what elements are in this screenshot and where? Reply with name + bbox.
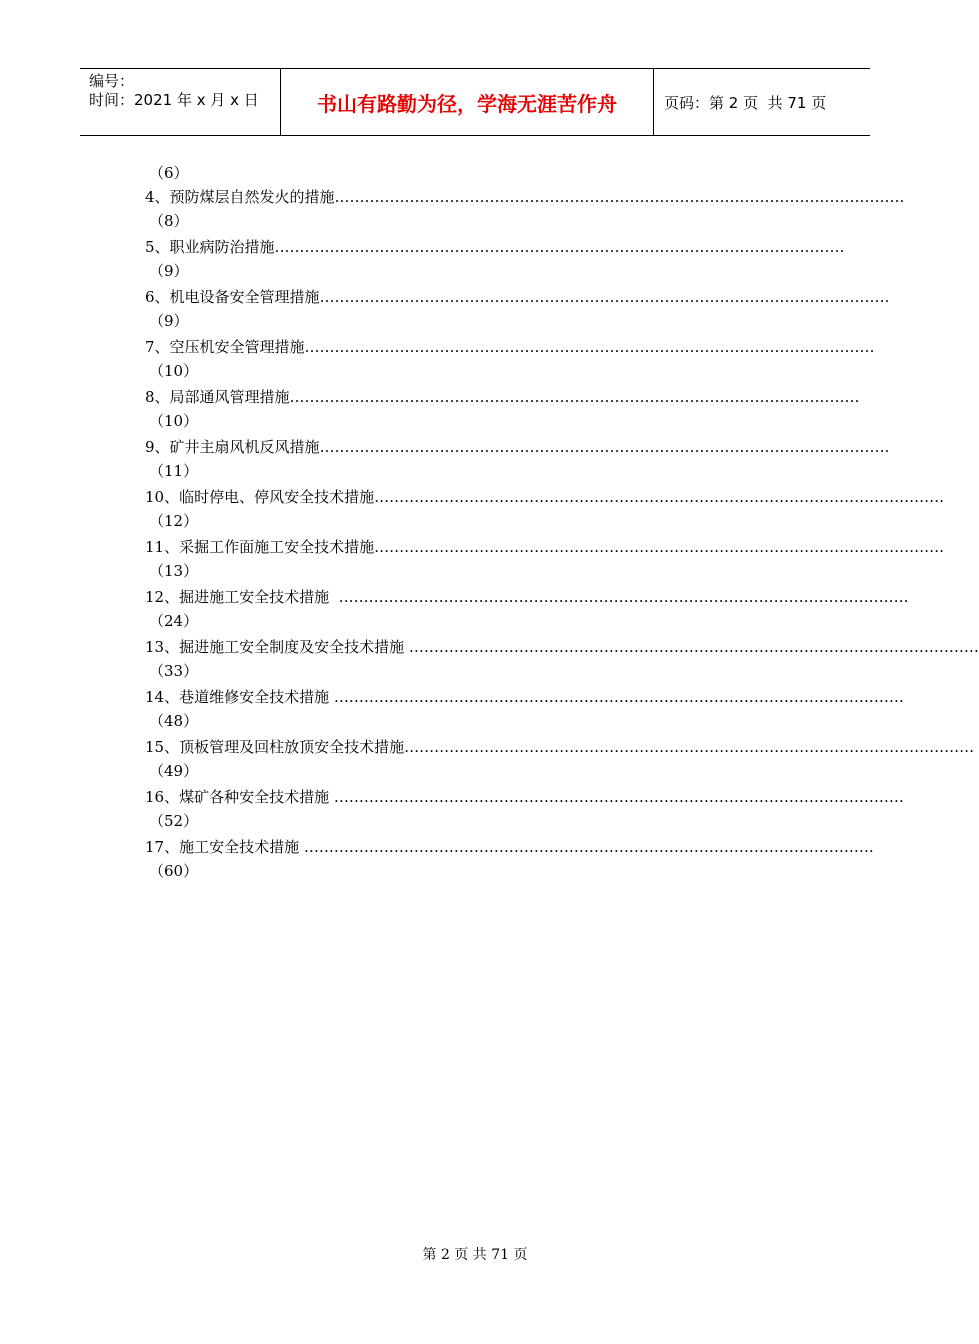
toc-dot-leader: …………………………………………………………………………………………………… (319, 288, 890, 306)
toc-entry-line (145, 184, 905, 210)
toc-dot-leader: …………………………………………………………………………………………………… (274, 238, 845, 256)
toc-dot-leader: …………………………………………………………………………………………………… (333, 788, 904, 806)
toc-entry-title: 14、巷道维修安全技术措施 (145, 688, 334, 706)
toc-dot-leader: …………………………………………………………………………………………………… (289, 388, 860, 406)
toc-entry-title: 15、顶板管理及回柱放顶安全技术措施 (145, 738, 405, 756)
toc-entry (145, 460, 945, 530)
toc-entry-page: （13） (149, 562, 199, 580)
toc-entry (145, 210, 845, 280)
toc-entry-title: 8、局部通风管理措施 (145, 388, 290, 406)
toc-dot-leader: …………………………………………………………………………………………………… (303, 838, 874, 856)
toc-entry-title: 9、矿井主扇风机反风措施 (145, 438, 320, 456)
toc-entry (145, 160, 905, 230)
toc-entry-page: （11） (149, 462, 199, 480)
toc-dot-leader: …………………………………………………………………………………………………… (334, 188, 905, 206)
toc-entry (145, 410, 890, 480)
header-meta (80, 69, 281, 135)
toc-entry-title: 13、掘进施工安全制度及安全技术措施 (145, 638, 409, 656)
toc-entry-title: 5、职业病防治措施 (145, 238, 275, 256)
toc-entry-line (145, 384, 860, 410)
toc-entry-page: （60） (149, 862, 199, 880)
toc-entry (145, 260, 890, 330)
toc-entry-title: 10、临时停电、停风安全技术措施 (145, 488, 375, 506)
toc-entry-page: （48） (149, 712, 199, 730)
toc-entry-line (145, 834, 874, 860)
toc-entry-line (145, 634, 979, 660)
toc-entry-line (145, 484, 945, 510)
toc-entry (145, 760, 904, 830)
toc-entry-title: 11、采掘工作面施工安全技术措施 (145, 538, 375, 556)
document-time-label: 时间：2021 年 x 月 x 日 (89, 91, 259, 109)
footer-page-number: 第 2 页 共 71 页 (422, 1247, 528, 1263)
toc-entry-page: （49） (149, 762, 199, 780)
toc-dot-leader: …………………………………………………………………………………………………… (404, 738, 975, 756)
toc-entry-title: 4、预防煤层自然发火的措施 (145, 188, 335, 206)
toc-entry-page: （24） (149, 612, 199, 630)
toc-entry-line (145, 434, 890, 460)
toc-entry-line (145, 784, 904, 810)
toc-entry-line (145, 234, 845, 260)
page-header (80, 68, 870, 136)
toc-dot-leader: …………………………………………………………………………………………………… (338, 588, 909, 606)
toc-entry (145, 360, 860, 430)
toc-dot-leader: …………………………………………………………………………………………………… (374, 488, 945, 506)
document-number-label: 编号： (89, 72, 135, 90)
toc-entry-line (145, 334, 875, 360)
toc-entry-title: 16、煤矿各种安全技术措施 (145, 788, 334, 806)
toc-entry-title: 6、机电设备安全管理措施 (145, 288, 320, 306)
toc-dot-leader: …………………………………………………………………………………………………… (319, 438, 890, 456)
toc-dot-leader: …………………………………………………………………………………………………… (408, 638, 979, 656)
table-of-contents (145, 160, 979, 880)
toc-dot-leader: …………………………………………………………………………………………………… (333, 688, 904, 706)
toc-entry (145, 310, 875, 380)
toc-entry-page: （52） (149, 812, 199, 830)
toc-entry (145, 510, 945, 580)
toc-entry-page: （33） (149, 662, 199, 680)
toc-entry-page: （8） (149, 212, 189, 230)
toc-entry-line (145, 284, 890, 310)
toc-entry-line (145, 734, 975, 760)
toc-entry-title: 12、掘进施工安全技术措施 (145, 588, 339, 606)
toc-entry-line (145, 584, 909, 610)
toc-entry-line (145, 534, 945, 560)
toc-entry-page: （10） (149, 362, 199, 380)
header-page-info (654, 69, 870, 135)
header-page-info-text: 页码：第 2 页 共 71 页 (664, 93, 827, 112)
toc-entry-page: （10） (149, 412, 199, 430)
toc-entry (145, 610, 979, 680)
toc-entry-page: （9） (149, 312, 189, 330)
toc-entry-title: 7、空压机安全管理措施 (145, 338, 305, 356)
toc-entry (145, 660, 904, 730)
toc-entry-title: 17、施工安全技术措施 (145, 838, 304, 856)
toc-entry (145, 710, 975, 780)
toc-page-number: （6） (149, 164, 189, 182)
toc-dot-leader: …………………………………………………………………………………………………… (304, 338, 875, 356)
toc-entry-page: （9） (149, 262, 189, 280)
toc-entry (145, 810, 874, 880)
header-motto: 书山有路勤为径，学海无涯苦作舟 (281, 69, 654, 135)
toc-entry (145, 560, 909, 630)
toc-entry-line (145, 684, 904, 710)
page-footer (0, 1244, 950, 1264)
toc-entry-page: （12） (149, 512, 199, 530)
toc-dot-leader: …………………………………………………………………………………………………… (374, 538, 945, 556)
